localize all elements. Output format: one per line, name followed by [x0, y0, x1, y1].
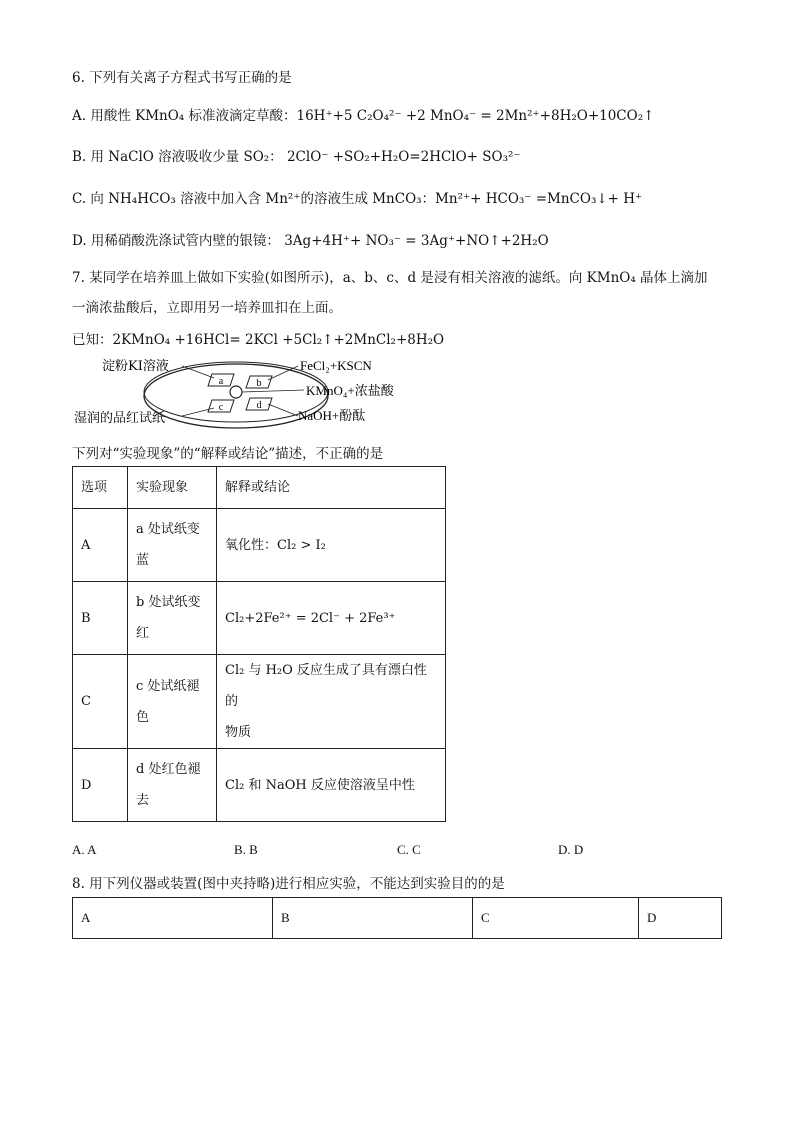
petri-dish-figure: [72, 352, 412, 436]
q7-question: 下列对“实验现象”的“解释或结论”描述，不正确的是: [72, 446, 384, 462]
table-row: [73, 655, 446, 749]
q7-table: [72, 466, 446, 822]
label-starch-ki: 淀粉KI溶液: [102, 359, 169, 374]
header-conclusion: 解释或结论: [217, 467, 446, 509]
q8-cell-a: A: [73, 898, 273, 939]
row-option: C: [73, 655, 128, 749]
phenomenon-line: 去: [136, 793, 150, 808]
paper-c-label: c: [218, 402, 224, 413]
paper-b-label: b: [256, 378, 262, 389]
table-row: [73, 749, 446, 822]
label-fuchsin-paper: 湿润的品红试纸: [74, 411, 166, 426]
header-option: 选项: [73, 467, 128, 509]
q7-stem-line1: 7. 某同学在培养皿上做如下实验(如图所示)，a、b、c、d 是浸有相关溶液的滤纸。向 KMnO₄ 晶体上滴加: [72, 270, 708, 286]
q6-option-a: A. 用酸性 KMnO₄ 标准液滴定草酸：16H⁺+5 C₂O₄²⁻ +2 MnO₄⁻ = 2Mn²⁺+8H₂O+10CO₂↑: [72, 108, 655, 124]
row-phenomenon: [128, 655, 217, 749]
q7-answer-b: B. B: [234, 842, 258, 857]
paper-d-label: d: [256, 400, 262, 411]
label-naoh-phenolphthalein: NaOH+酚酞: [298, 408, 366, 423]
row-option: A: [73, 509, 128, 582]
label-fecl2-kscn: FeCl₂+KSCN: [300, 358, 372, 373]
row-phenomenon: [128, 749, 217, 822]
row-phenomenon: [128, 582, 217, 655]
q8-cell-d: D: [639, 898, 722, 939]
phenomenon-line: b 处试纸变: [136, 595, 201, 610]
row-conclusion: 氧化性：Cl₂ > I₂: [217, 509, 446, 582]
q8-stem: 8. 用下列仪器或装置(图中夹持略)进行相应实验，不能达到实验目的的是: [72, 876, 505, 892]
q6-option-c: C. 向 NH₄HCO₃ 溶液中加入含 Mn²⁺的溶液生成 MnCO₃：Mn²⁺+ HCO₃⁻ =MnCO₃↓+ H⁺: [72, 191, 643, 207]
phenomenon-line: 蓝: [136, 553, 150, 568]
q8-cell-b: B: [273, 898, 473, 939]
petri-dish-drawing: [72, 352, 412, 436]
table-row: [73, 509, 446, 582]
table-row: [73, 898, 722, 939]
row-conclusion: Cl₂ 和 NaOH 反应使溶液呈中性: [217, 749, 446, 822]
row-option: B: [73, 582, 128, 655]
q7-stem-line2: 一滴浓盐酸后，立即用另一培养皿扣在上面。: [72, 300, 342, 316]
row-option: D: [73, 749, 128, 822]
phenomenon-line: d 处红色褪: [136, 762, 201, 777]
q8-cell-c: C: [473, 898, 639, 939]
phenomenon-line: 色: [136, 709, 150, 725]
row-conclusion: Cl₂+2Fe²⁺ = 2Cl⁻ + 2Fe³⁺: [217, 582, 446, 655]
conclusion-line: Cl₂ 与 H₂O 反应生成了具有漂白性的: [225, 663, 427, 709]
table-row: [73, 582, 446, 655]
q7-known-equation: 已知：2KMnO₄ +16HCl= 2KCl +5Cl₂↑+2MnCl₂+8H₂O: [72, 332, 445, 348]
phenomenon-line: a 处试纸变: [136, 522, 200, 537]
phenomenon-line: c 处试纸褪: [136, 678, 200, 694]
table-header-row: [73, 467, 446, 509]
header-phenomenon: 实验现象: [128, 467, 217, 509]
phenomenon-line: 红: [136, 626, 150, 641]
q6-option-b: B. 用 NaClO 溶液吸收少量 SO₂： 2ClO⁻ +SO₂+H₂O=2HClO+ SO₃²⁻: [72, 149, 521, 165]
q7-answer-c: C. C: [397, 842, 421, 857]
conclusion-line: 物质: [225, 725, 252, 740]
paper-a-label: a: [218, 376, 224, 387]
q6-stem: 6. 下列有关离子方程式书写正确的是: [72, 70, 292, 86]
label-kmno4-hcl: KMnO₄+浓盐酸: [306, 383, 394, 398]
row-phenomenon: [128, 509, 217, 582]
q7-answer-a: A. A: [72, 842, 97, 857]
row-conclusion: [217, 655, 446, 749]
q8-table: [72, 897, 722, 939]
q7-answer-d: D. D: [558, 842, 584, 857]
q6-option-d: D. 用稀硝酸洗涤试管内壁的银镜： 3Ag+4H⁺+ NO₃⁻ = 3Ag⁺+NO↑+2H₂O: [72, 233, 549, 249]
